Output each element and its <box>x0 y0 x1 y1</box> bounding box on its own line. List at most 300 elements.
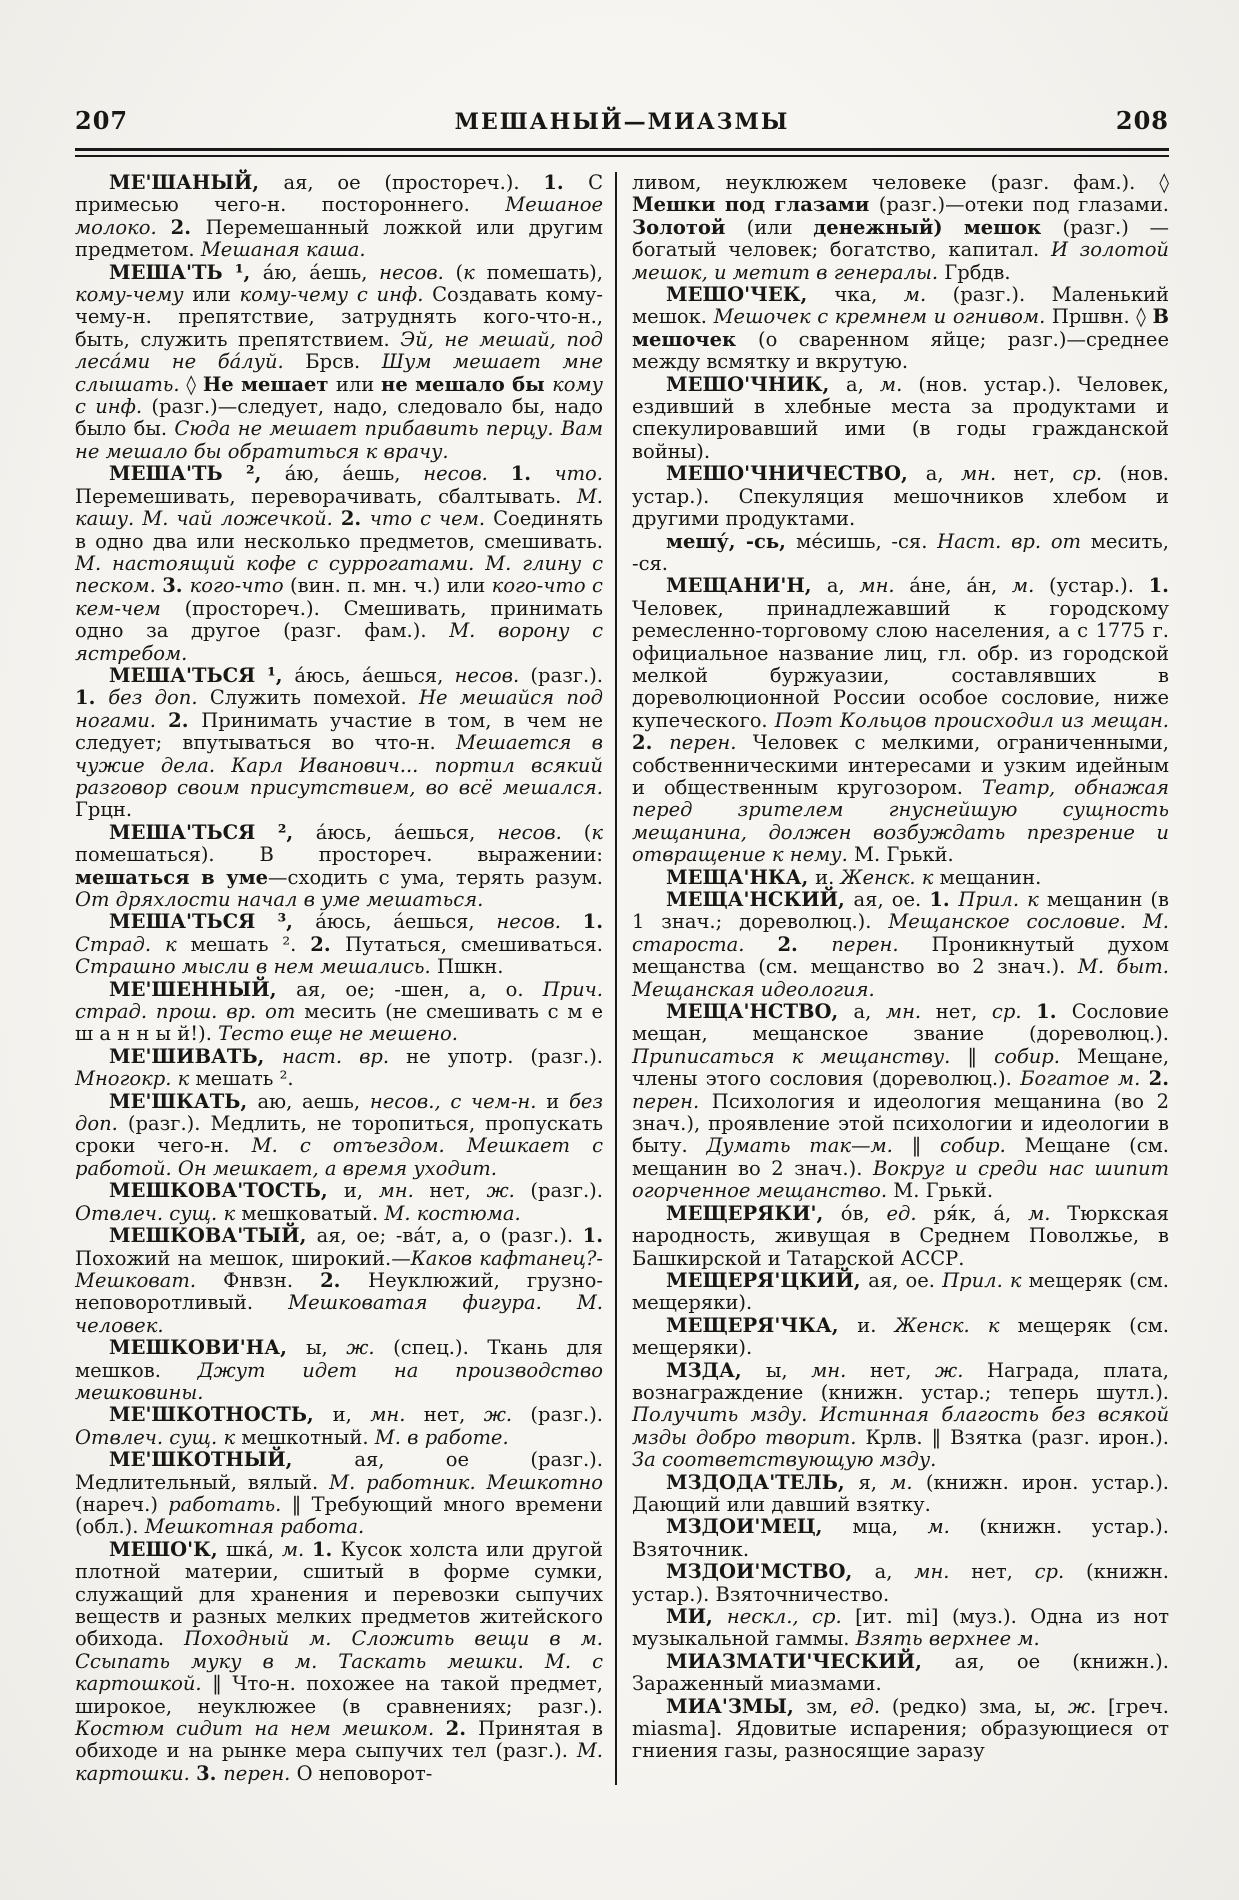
text-run: и, <box>343 1179 379 1203</box>
text-run: мешать ². <box>190 932 311 956</box>
headword: МЕША'ТЬСЯ ², <box>109 820 316 844</box>
text-run: Мещане (см. мещанин во 2 знач.). <box>632 1134 1169 1180</box>
text-run: ‖ <box>967 1044 995 1068</box>
dictionary-entry <box>632 867 1169 889</box>
text-run: ( <box>455 260 464 284</box>
text-run: или <box>192 283 240 307</box>
italic-text: ж. <box>935 1358 987 1382</box>
bold-text: денежный) мешок <box>813 215 1063 239</box>
text-run: (разг.) — богатый человек; богатство, капитал. <box>632 215 1170 262</box>
headword: МЗДОДА'ТЕЛЬ, <box>666 1470 859 1494</box>
text-run: зм, <box>806 1694 850 1718</box>
italic-text: без доп. <box>75 1089 604 1136</box>
text-run: а, <box>846 372 880 396</box>
italic-text: несов. <box>423 462 511 486</box>
italic-text: мн. <box>914 1560 972 1584</box>
headword: МЕШО'К, <box>109 1537 226 1561</box>
italic-text: М. в работе. <box>374 1425 509 1449</box>
italic-text: собир. <box>940 1134 1025 1158</box>
text-run: ( <box>583 820 592 844</box>
bold-text: 1. <box>929 888 959 911</box>
headword: МЗДА, <box>666 1358 766 1382</box>
italic-text: ср. <box>1034 1560 1087 1584</box>
text-run: о́в, <box>840 1201 887 1225</box>
right-column <box>617 172 1169 1785</box>
headword: МЕША'ТЬСЯ ³, <box>109 910 316 934</box>
italic-text: м. <box>879 372 919 396</box>
bold-text: 1. <box>582 1224 603 1248</box>
text-run: ая, ое (простореч.). <box>283 171 544 194</box>
headword: МЕЩЕРЯ'ЦКИЙ, <box>666 1268 869 1292</box>
italic-text: М. с отъездом. Мешкает с работой. Он мешкает, а время уходит. <box>75 1134 604 1180</box>
italic-text: что. <box>554 462 603 486</box>
headword: МЕЩАНИ'Н, <box>666 574 827 598</box>
dictionary-entry <box>632 1606 1169 1651</box>
italic-text: Мешаная каша. <box>200 238 366 262</box>
headword: МЕ'ШАНЫЙ, <box>109 171 284 194</box>
dictionary-entry-continuation <box>632 172 1169 284</box>
italic-text: Богатое м. <box>1020 1067 1149 1091</box>
text-run: мещеряк (см. мещеряки). <box>632 1313 1169 1360</box>
text-run: (или <box>746 215 814 239</box>
headword: МЕША'ТЬ ¹, <box>109 260 263 284</box>
italic-text: перен. <box>831 932 932 956</box>
text-run: нет, <box>971 1560 1035 1584</box>
italic-text: Шум мешает мне слышать. <box>75 350 603 396</box>
headword: МЗДОИ'МСТВО, <box>666 1560 875 1584</box>
italic-text: несов. <box>379 260 456 284</box>
text-run: ая, ое (книжн.). Зараженный миазмами. <box>632 1649 1169 1696</box>
italic-text: Отвлеч. сущ. к <box>75 1425 242 1449</box>
italic-text: Женск. к <box>840 865 940 889</box>
italic-text: За соответствующую мзду. <box>632 1448 937 1472</box>
italic-text: М. работник. Мешкотно <box>329 1470 603 1494</box>
italic-text: Мешается в чужие дела. Карл Иванович... портил всякий разговор своим присутствием, во всё мешался. <box>75 731 603 799</box>
text-run: а́ю, а́ешь, <box>262 260 380 284</box>
dictionary-entry <box>632 889 1169 1001</box>
text-run: нет, <box>429 1179 487 1203</box>
italic-text: без доп. <box>108 686 210 710</box>
text-run: мещеряк (см. мещеряки). <box>632 1268 1169 1315</box>
text-run: ливом, неуклюжем человеке (разг. фам.). ◊ <box>632 171 1169 194</box>
bold-text: В мешочек <box>632 305 1169 351</box>
italic-text: ж. <box>483 1403 531 1427</box>
headword: МЕШО'ЧНИК, <box>666 372 846 396</box>
italic-text: Каков кафтанец?-Мешковат. <box>75 1246 603 1292</box>
dictionary-entry <box>75 911 603 978</box>
text-run: и, <box>332 1403 371 1427</box>
dictionary-entry <box>75 1449 603 1539</box>
headword: МЕЩА'НКА, <box>666 865 816 889</box>
dictionary-entry <box>75 1180 603 1225</box>
bold-text: 2. <box>310 932 346 956</box>
text-run: —сходить с ума, терять разум. <box>268 865 603 889</box>
italic-text: работать. <box>168 1492 292 1516</box>
headword: МЕЩЕРЯ'ЧКА, <box>666 1313 858 1337</box>
italic-text: Костюм сидит на нем мешком. <box>75 1717 446 1741</box>
text-run: помешаться). В простореч. выражении: <box>75 843 603 867</box>
text-run: (редко) зма, ы, <box>891 1694 1068 1718</box>
double-rule <box>75 148 1169 157</box>
italic-text: собир. <box>994 1044 1078 1068</box>
dictionary-entry <box>632 1360 1169 1472</box>
text-run: Награда, плата, вознаграждение (книжн. устар.; теперь шутл.). <box>632 1358 1169 1404</box>
headword: МЕШКОВА'ТОСТЬ, <box>109 1179 344 1203</box>
italic-text: М. костюма. <box>384 1201 521 1225</box>
text-run: Тюркская народность, живущая в Среднем Поволжье, в Башкирской и Татарской АССР. <box>632 1201 1169 1270</box>
text-run: месить, -ся. <box>632 529 1169 575</box>
bold-text: 1. <box>543 171 589 194</box>
italic-text: перен. <box>632 1089 712 1113</box>
dictionary-entry <box>75 1225 603 1337</box>
dictionary-entry <box>75 1046 603 1091</box>
text-run: Кусок холста или другой плотной материи, сшитый в форме сумки, служащий для хранения и перевозки сыпучих веществ и разных мелких предметов житейского обихода. <box>75 1537 603 1651</box>
text-run: ы, <box>765 1358 812 1382</box>
bold-text: 1. <box>1148 574 1169 598</box>
text-run: Человек, принадлежавший к городскому ремесленно-торговому слою населения, а с 1775 г. официальное название лиц, гл. обр. из городской мелкой буржуазии, составлявших в дореволюционной России особое сословие, ниже купеческого. <box>632 596 1169 732</box>
text-run: ря́к, а́, <box>933 1201 1029 1225</box>
text-run: аю, аешь, <box>257 1089 370 1113</box>
text-run: Грцн. <box>75 798 133 822</box>
bold-text: 1. <box>1036 1000 1072 1024</box>
text-run: Принимать участие в том, в чем не следует; впутываться во что-н. <box>75 708 603 755</box>
headword: МЕ'ШИВАТЬ, <box>109 1044 282 1068</box>
italic-text: ж. <box>486 1179 531 1203</box>
text-run: ‖ Что-н. похожее на такой предмет, широкое, неуклюжее (в сравнениях; разг.). <box>75 1672 604 1718</box>
text-run: а, <box>925 462 961 486</box>
text-run: ‖ <box>911 1134 941 1158</box>
italic-text: нескл., ср. <box>726 1605 856 1628</box>
dictionary-entry <box>632 284 1169 374</box>
text-run: Брсв. <box>305 350 382 374</box>
headword: мешу́, -сь, <box>666 529 797 553</box>
running-header <box>75 106 1169 135</box>
running-head-title: МЕШАНЫЙ—МИАЗМЫ <box>454 109 790 135</box>
text-run: О неповорот- <box>296 1761 433 1785</box>
text-run: ая, ое. <box>853 888 930 911</box>
dictionary-entry <box>75 463 603 665</box>
text-run: М. Грькй. <box>854 843 954 867</box>
dictionary-entry <box>75 1404 603 1449</box>
italic-text: м. <box>1011 574 1049 598</box>
bold-text: 2. <box>168 708 202 732</box>
italic-text: ср. <box>1072 462 1120 486</box>
italic-text: Вокруг и среди нас шипит огорченное мещанство. <box>632 1156 1170 1203</box>
italic-text: Мешковатая фигура. М. человек. <box>75 1291 603 1337</box>
text-run: нет, <box>423 1403 484 1427</box>
text-columns <box>75 172 1169 1785</box>
headword: МЕШО'ЧНИЧЕСТВО, <box>666 462 926 486</box>
text-run: (устар.). <box>1049 574 1149 598</box>
text-run: я, <box>858 1470 891 1494</box>
italic-text: мн. <box>370 1403 424 1427</box>
italic-text: Джут идет на производство мешковины. <box>75 1358 604 1404</box>
dictionary-entry <box>632 1696 1169 1763</box>
dictionary-entry <box>75 1091 603 1181</box>
italic-text: Думать так—м. <box>706 1134 912 1158</box>
italic-text: М. кашу. М. чай ложечкой. <box>75 484 603 531</box>
bold-text: 1. <box>510 462 555 486</box>
headword: МЕШКОВА'ТЫЙ, <box>109 1224 317 1248</box>
text-run: (нов. устар.). Спекуляция мешочников хлебом и другими продуктами. <box>632 462 1169 531</box>
text-run: [греч. miasma]. Ядовитые испарения; образующиеся от гниения газы, разносящие заразу <box>632 1694 1169 1763</box>
italic-text: Приписаться к мещанству. <box>632 1044 968 1068</box>
text-run: мещанин (в 1 знач.; дореволюц.). <box>632 888 1169 934</box>
italic-text: несов. <box>496 910 583 934</box>
text-run: помешать), <box>486 260 603 284</box>
text-run: (книжн. устар.). Взяточничество. <box>632 1560 1169 1606</box>
text-run: а, <box>853 1000 886 1024</box>
italic-text: к <box>463 260 487 284</box>
headword: МИ, <box>666 1605 727 1628</box>
text-run: Служить помехой. <box>209 686 419 710</box>
text-run: Принятая в обиходе и на рынке мера сыпучих тел (разг.). <box>75 1717 603 1763</box>
left-column <box>75 172 617 1785</box>
dictionary-entry <box>632 575 1169 866</box>
dictionary-entry <box>632 1472 1169 1517</box>
text-run: (разг.). Маленький мешок. <box>632 283 1169 329</box>
headword: МЕ'ШКОТНОСТЬ, <box>109 1403 333 1427</box>
headword: МЕЩА'НСТВО, <box>666 1000 854 1024</box>
text-run: шка́, <box>225 1537 282 1561</box>
italic-text: несов. <box>497 820 584 844</box>
italic-text: мн. <box>811 1358 870 1382</box>
italic-text: От дряхлости начал в уме мешаться. <box>75 888 484 911</box>
bold-text: 3. <box>196 1761 224 1785</box>
text-run: (нареч.) <box>75 1492 169 1516</box>
page-number-left: 207 <box>75 106 129 135</box>
text-run: (простореч.). Смешивать, принимать одно за другое (разг. фам.). <box>75 596 603 643</box>
italic-text: Взять верхнее м. <box>855 1627 1040 1651</box>
text-run: Перемешивать, переворачивать, сбалтывать. <box>75 484 577 508</box>
text-run: нет, <box>1013 462 1073 486</box>
text-run: Соединять в одно два или несколько предметов, смешивать. <box>75 507 603 553</box>
text-run: мешковатый. <box>241 1201 385 1225</box>
bold-text: не мешало бы <box>381 372 553 396</box>
text-run: а́не, а́н, <box>909 574 1012 598</box>
bold-text: 1. <box>582 910 603 934</box>
dictionary-entry <box>632 1203 1169 1270</box>
italic-text: Тесто еще не мешено. <box>218 1022 458 1046</box>
headword: МЕША'ТЬСЯ ¹, <box>109 663 295 687</box>
text-run: ая, ое. <box>868 1268 943 1292</box>
dictionary-entry <box>632 1001 1169 1203</box>
text-run: нет, <box>935 1000 992 1024</box>
dictionary-entry <box>632 374 1169 464</box>
text-run: С примесью чего-н. постороннего. <box>75 171 603 217</box>
italic-text: к <box>591 820 603 844</box>
text-run: мешкотный. <box>241 1425 375 1449</box>
text-run: Пшкн. <box>436 955 504 979</box>
bold-text: 2. <box>320 1268 369 1292</box>
italic-text: кого-что <box>189 574 291 598</box>
text-run: а, <box>874 1560 915 1584</box>
text-run: а́юсь, а́ешься, <box>315 910 497 934</box>
headword: МЕША'ТЬ ², <box>109 462 285 486</box>
headword: МЕЩЕРЯКИ', <box>666 1201 841 1225</box>
dictionary-entry <box>75 665 603 822</box>
italic-text: М. настоящий кофе с суррогатами. М. глину с песком. <box>75 551 603 598</box>
text-run: (разг.)—отеки под глазами. <box>878 193 1170 217</box>
italic-text: Получить мзду. Истинная благость без всякой мзды добро творит. <box>632 1403 1169 1449</box>
italic-text: М. картошки. <box>75 1739 603 1785</box>
dictionary-entry <box>75 1539 603 1785</box>
italic-text: Театр, обнажая перед зрителем гнуснейшую сущность мещанина, должен возбуждать презрение и отвращение к нему. <box>632 775 1169 867</box>
italic-text: мн. <box>960 462 1014 486</box>
dictionary-entry <box>75 262 603 464</box>
italic-text: м. <box>927 1515 980 1539</box>
italic-text: мн. <box>885 1000 936 1024</box>
text-run: (книжн. ирон. устар.). Дающий или давший взятку. <box>632 1470 1169 1516</box>
italic-text: Прил. к <box>958 888 1047 911</box>
text-run: и. <box>815 865 841 889</box>
text-run: ая, ое; -шен, а, о. <box>296 977 543 1001</box>
dictionary-entry <box>632 1270 1169 1315</box>
text-run: Создавать кому-чему-н. препятствие, затруднять кого-что-н., быть, служить препятствием. <box>75 283 603 351</box>
text-run: и <box>546 1089 569 1113</box>
text-run: Грбдв. <box>944 260 1011 284</box>
italic-text: Мешочек с кремнем и огнивом. <box>713 305 1052 329</box>
headword: МЗДОИ'МЕЦ, <box>666 1515 853 1539</box>
text-run: (книжн. устар.). Взяточник. <box>632 1515 1169 1561</box>
italic-text: кому с инф. <box>75 372 603 419</box>
headword: МЕШО'ЧЕК, <box>666 283 835 307</box>
text-run: Мещане, члены этого сословия (дореволюц.). <box>632 1044 1170 1091</box>
italic-text: ж. <box>346 1336 394 1360</box>
bold-text: Не мешает <box>202 372 336 396</box>
headword: МЕШКОВИ'НА, <box>109 1336 306 1360</box>
text-run: а́юсь, а́ешься, <box>294 663 455 687</box>
italic-text: Многокр. к <box>75 1067 196 1091</box>
italic-text: Эй, не мешай, под леса́ми не ба́луй. <box>75 327 603 374</box>
bold-text: Мешки под глазами <box>632 193 879 217</box>
dictionary-entry <box>632 1516 1169 1561</box>
text-run: ‖ Требующий много времени (обл.). <box>75 1492 603 1539</box>
italic-text: Не мешайся под ногами. <box>75 686 603 732</box>
dictionary-entry <box>632 1315 1169 1360</box>
dictionary-entry <box>75 172 603 262</box>
text-run: (разг.). <box>530 1403 603 1427</box>
bold-text: 3. <box>162 574 190 598</box>
italic-text: мн. <box>378 1179 430 1203</box>
italic-text: Наст. вр. от <box>937 529 1091 553</box>
italic-text: ж. <box>1067 1694 1109 1718</box>
text-run: М. Грькй. <box>893 1179 994 1203</box>
italic-text: мн. <box>859 574 910 598</box>
italic-text: несов. <box>454 663 531 687</box>
text-run: (вин. п. мн. ч.) или <box>290 574 492 598</box>
italic-text: Сюда не мешает прибавить перцу. Вам не мешало бы обратиться к врачу. <box>75 417 603 463</box>
text-run: мешать ². <box>195 1067 294 1091</box>
text-run: ая, ое; -ва́т, а, о (разг.). <box>316 1224 583 1248</box>
bold-text: 2. <box>445 1717 479 1741</box>
italic-text: м. <box>1028 1201 1068 1225</box>
headword: МЕ'ШКАТЬ, <box>109 1089 258 1113</box>
italic-text: Мещанское сословие. М. староста. <box>632 910 1169 956</box>
italic-text: м. <box>281 1537 312 1561</box>
text-run: мца, <box>852 1515 928 1539</box>
italic-text: Мешаное молоко. <box>75 193 603 239</box>
italic-text: кому-чему <box>75 283 193 307</box>
italic-text: что с чем. <box>369 507 494 531</box>
text-run: не употр. (разг.). <box>406 1044 603 1068</box>
text-run: Человек с мелкими, ограниченными, собственническими интересами и узким идейным и общественным кругозором. <box>632 731 1169 799</box>
dictionary-entry <box>632 1651 1169 1696</box>
italic-text: Мешкотная работа. <box>144 1515 365 1539</box>
text-run: ая, ое (разг.). Медлительный, вялый. <box>75 1448 603 1494</box>
text-run: (разг.)—следует, надо, следовало бы, надо было бы. <box>75 395 603 441</box>
italic-text: Страд. к <box>75 932 191 956</box>
dictionary-entry <box>632 1561 1169 1606</box>
text-run: и. <box>857 1313 895 1337</box>
text-run: ме́сишь, -ся. <box>796 529 938 553</box>
italic-text: перен. <box>223 1761 297 1785</box>
italic-text: Прил. к <box>942 1268 1029 1292</box>
headword: МЕ'ШЕННЫЙ, <box>109 977 297 1001</box>
bold-text: 1. <box>311 1537 341 1561</box>
text-run: месить (не смешивать с м е ш а н н ы й!). <box>75 1000 603 1046</box>
text-run: (спец.). Ткань для мешков. <box>75 1336 603 1382</box>
text-run: а́юсь, а́ешься, <box>315 820 498 844</box>
italic-text: кого-что с кем-чем <box>75 574 603 620</box>
italic-text: кому-чему с инф. <box>239 283 433 307</box>
text-run: Неуклюжий, грузно-неповоротливый. <box>75 1268 603 1315</box>
headword: МИАЗМАТИ'ЧЕСКИЙ, <box>666 1649 955 1673</box>
italic-text: И золотой мешок, и метит в генералы. <box>632 238 1169 284</box>
text-run: Путаться, смешиваться. <box>345 932 603 956</box>
italic-text: ед. <box>849 1694 892 1718</box>
bold-text: Золотой <box>632 215 747 239</box>
italic-text: Отвлеч. сущ. к <box>75 1201 242 1225</box>
italic-text: Прич. страд. прош. вр. от <box>75 977 604 1024</box>
italic-text: перен. <box>669 731 753 755</box>
text-run: (разг.). Медлить, не торопиться, пропускать сроки чего-н. <box>75 1112 603 1158</box>
text-run: Похожий на мешок, широкий.— <box>75 1246 411 1270</box>
italic-text: М. ворону с ястребом. <box>75 619 604 665</box>
text-run: Перемешанный ложкой или другим предметом. <box>75 215 603 262</box>
text-run: мещанин. <box>939 865 1042 889</box>
italic-text: наст. вр. <box>281 1044 407 1068</box>
italic-text: Страшно мысли в нем мешались. <box>75 955 437 979</box>
italic-text: ср. <box>991 1000 1037 1024</box>
text-run: нет, <box>869 1358 936 1382</box>
text-run: (о сваренном яйце; разг.)—среднее между всмятку и вкрутую. <box>632 327 1169 374</box>
text-run: (разг.). <box>530 663 603 687</box>
italic-text: м. <box>903 283 953 307</box>
text-run: ы, <box>306 1336 347 1360</box>
italic-text: М. быт. Мещанская идеология. <box>632 955 1169 1001</box>
text-run: [ит. mi] (муз.). Одна из нот музыкальной гаммы. <box>632 1605 1169 1651</box>
text-run: Крлв. ‖ Взятка (разг. ирон.). <box>865 1425 1169 1449</box>
text-run: Проникнутый духом мещанства (см. мещанство во 2 знач.). <box>632 932 1169 979</box>
dictionary-entry <box>632 463 1169 530</box>
bold-text: 2. <box>777 932 832 956</box>
dictionary-entry <box>75 822 603 912</box>
text-run: а, <box>826 574 860 598</box>
text-run: (нов. устар.). Человек, ездивший в хлебные места за продуктами и спекулировавший ими (в годы гражданской войны). <box>632 372 1170 463</box>
headword: МИА'ЗМЫ, <box>666 1694 807 1718</box>
headword: МЕ'ШКОТНЫЙ, <box>109 1448 355 1472</box>
bold-text: 1. <box>75 686 109 710</box>
page-number-right: 208 <box>1115 106 1169 135</box>
text-run: Психология и идеология мещанина (во 2 знач.), проявление этой психологии и идеологии в быту. <box>632 1089 1169 1158</box>
bold-text: 2. <box>632 731 670 755</box>
italic-text: м. <box>890 1470 926 1494</box>
text-run: ◊ <box>186 372 203 396</box>
text-run: (разг.). <box>530 1179 603 1203</box>
dictionary-entry <box>75 979 603 1046</box>
text-run: или <box>335 372 382 396</box>
